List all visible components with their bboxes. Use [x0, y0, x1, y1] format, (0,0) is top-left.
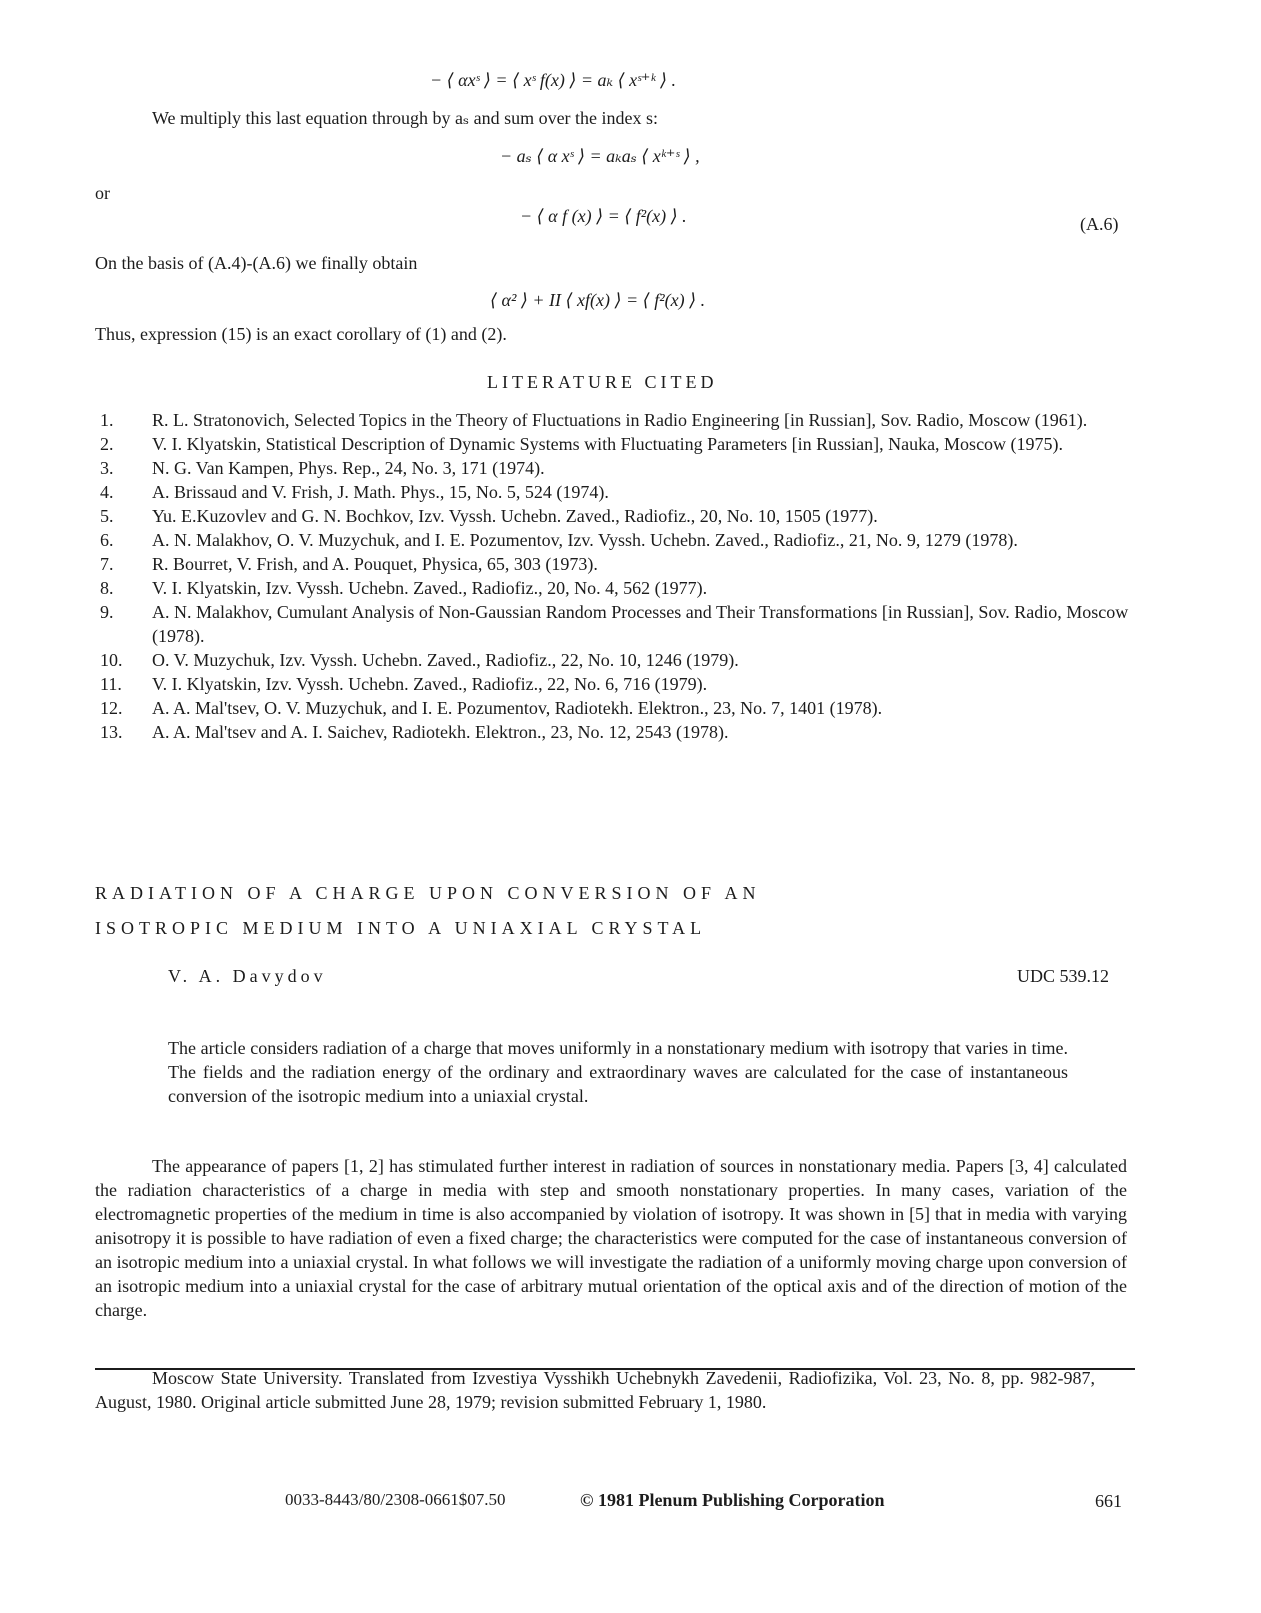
equation-line-1: − ⟨ αxˢ ⟩ = ⟨ xˢ f(x) ⟩ = aₖ ⟨ xˢ⁺ᵏ ⟩ . [430, 70, 676, 90]
copyright-notice: © 1981 Plenum Publishing Corporation [580, 1490, 885, 1510]
reference-text: A. Brissaud and V. Frish, J. Math. Phys., 15, No. 5, 524 (1974). [152, 482, 609, 502]
reference-item [100, 696, 1160, 720]
reference-number: 7. [100, 554, 114, 574]
reference-number: 10. [100, 650, 123, 670]
reference-text: V. I. Klyatskin, Izv. Vyssh. Uchebn. Zaved., Radiofiz., 20, No. 4, 562 (1977). [152, 578, 708, 598]
reference-item [100, 720, 1160, 744]
or-text: or [95, 183, 110, 203]
reference-item [100, 456, 1160, 480]
reference-text: R. Bourret, V. Frish, and A. Pouquet, Physica, 65, 303 (1973). [152, 554, 598, 574]
article-body-paragraph: The appearance of papers [1, 2] has stimulated further interest in radiation of sources in nonstationary media. Papers [3, 4] calculated the radiation characteristics of a charge in media with step and smooth nonstationary properties. In many cases, variation of the electromagnetic properties of the medium in time is also accompanied by violation of isotropy. It was shown in [5] that in media with varying anisotropy it is possible to have radiation of even a fixed charge; the characteristics were computed for the case of instantaneous conversion of an isotropic medium into a uniaxial crystal. In what follows we will investigate the radiation of a uniformly moving charge upon conversion of an isotropic medium into a uniaxial crystal for the case of arbitrary mutual orientation of the optical axis and of the direction of motion of the charge. [95, 1156, 1127, 1320]
equation-final: ⟨ α² ⟩ + II ⟨ xf(x) ⟩ = ⟨ f²(x) ⟩ . [490, 290, 706, 310]
reference-item [100, 480, 1160, 504]
reference-item [100, 648, 1160, 672]
udc-code: UDC 539.12 [1017, 966, 1110, 986]
reference-number: 4. [100, 482, 114, 502]
literature-heading: LITERATURE CITED [487, 372, 718, 392]
reference-number: 8. [100, 578, 114, 598]
reference-number: 13. [100, 722, 123, 742]
reference-item [100, 576, 1160, 600]
reference-item [100, 600, 1160, 648]
reference-number: 2. [100, 434, 114, 454]
thus-sentence: Thus, expression (15) is an exact corollary of (1) and (2). [95, 324, 507, 344]
reference-number: 11. [100, 674, 122, 694]
reference-number: 5. [100, 506, 114, 526]
issn-code: 0033-8443/80/2308-0661$07.50 [285, 1490, 506, 1509]
equation-a6-number: (A.6) [1080, 214, 1119, 234]
reference-text: A. A. Mal'tsev and A. I. Saichev, Radiotekh. Elektron., 23, No. 12, 2543 (1978). [152, 722, 729, 742]
article-author: V. A. Davydov [168, 966, 327, 986]
reference-text: N. G. Van Kampen, Phys. Rep., 24, No. 3, 171 (1974). [152, 458, 545, 478]
reference-text: V. I. Klyatskin, Statistical Description of Dynamic Systems with Fluctuating Parameters [in Russian], Nauka, Moscow (1975). [152, 434, 1064, 454]
reference-item [100, 528, 1160, 552]
page-number: 661 [1095, 1491, 1122, 1511]
reference-number: 12. [100, 698, 123, 718]
article-title-line-1: RADIATION OF A CHARGE UPON CONVERSION OF AN [95, 883, 761, 903]
reference-item [100, 432, 1160, 456]
multiply-sentence: We multiply this last equation through by aₛ and sum over the index s: [152, 108, 659, 128]
reference-number: 3. [100, 458, 114, 478]
reference-item [100, 552, 1160, 576]
reference-number: 9. [100, 602, 114, 622]
article-abstract: The article considers radiation of a charge that moves uniformly in a nonstationary medium with isotropy that varies in time. The fields and the radiation energy of the ordinary and extraordinary waves are calculated for the case of instantaneous conversion of the isotropic medium into a uniaxial crystal. [168, 1038, 1068, 1106]
reference-item [100, 672, 1160, 696]
reference-list [100, 408, 1160, 744]
equation-line-2: − aₛ ⟨ α xˢ ⟩ = aₖaₛ ⟨ xᵏ⁺ˢ ⟩ , [500, 146, 700, 166]
reference-text: Yu. E.Kuzovlev and G. N. Bochkov, Izv. Vyssh. Uchebn. Zaved., Radiofiz., 20, No. 10, 1505 (1977). [152, 506, 878, 526]
reference-text: R. L. Stratonovich, Selected Topics in the Theory of Fluctuations in Radio Engineering [in Russian], Sov. Radio, Moscow (1961). [152, 410, 1088, 430]
reference-item [100, 504, 1160, 528]
footnote-text: Moscow State University. Translated from Izvestiya Vysshikh Uchebnykh Zavedenii, Radiofizika, Vol. 23, No. 8, pp. 982-987, August, 1980. Original article submitted June 28, 1979; revision submitted February 1, 1980. [95, 1368, 1095, 1412]
reference-text: A. A. Mal'tsev, O. V. Muzychuk, and I. E. Pozumentov, Radiotekh. Elektron., 23, No. 7, 1401 (1978). [152, 698, 883, 718]
reference-text: A. N. Malakhov, O. V. Muzychuk, and I. E. Pozumentov, Izv. Vyssh. Uchebn. Zaved., Radiofiz., 21, No. 9, 1279 (1978). [152, 530, 1018, 550]
reference-number: 6. [100, 530, 114, 550]
reference-number: 1. [100, 410, 114, 430]
equation-a6: − ⟨ α f (x) ⟩ = ⟨ f²(x) ⟩ . [520, 206, 687, 226]
reference-item [100, 408, 1160, 432]
reference-text: O. V. Muzychuk, Izv. Vyssh. Uchebn. Zaved., Radiofiz., 22, No. 10, 1246 (1979). [152, 650, 739, 670]
article-title-line-2: ISOTROPIC MEDIUM INTO A UNIAXIAL CRYSTAL [95, 918, 707, 938]
reference-text: V. I. Klyatskin, Izv. Vyssh. Uchebn. Zaved., Radiofiz., 22, No. 6, 716 (1979). [152, 674, 708, 694]
basis-sentence: On the basis of (A.4)-(A.6) we finally obtain [95, 253, 418, 273]
reference-text: A. N. Malakhov, Cumulant Analysis of Non-Gaussian Random Processes and Their Transformations [in Russian], Sov. Radio, Moscow (1978). [152, 602, 1129, 646]
